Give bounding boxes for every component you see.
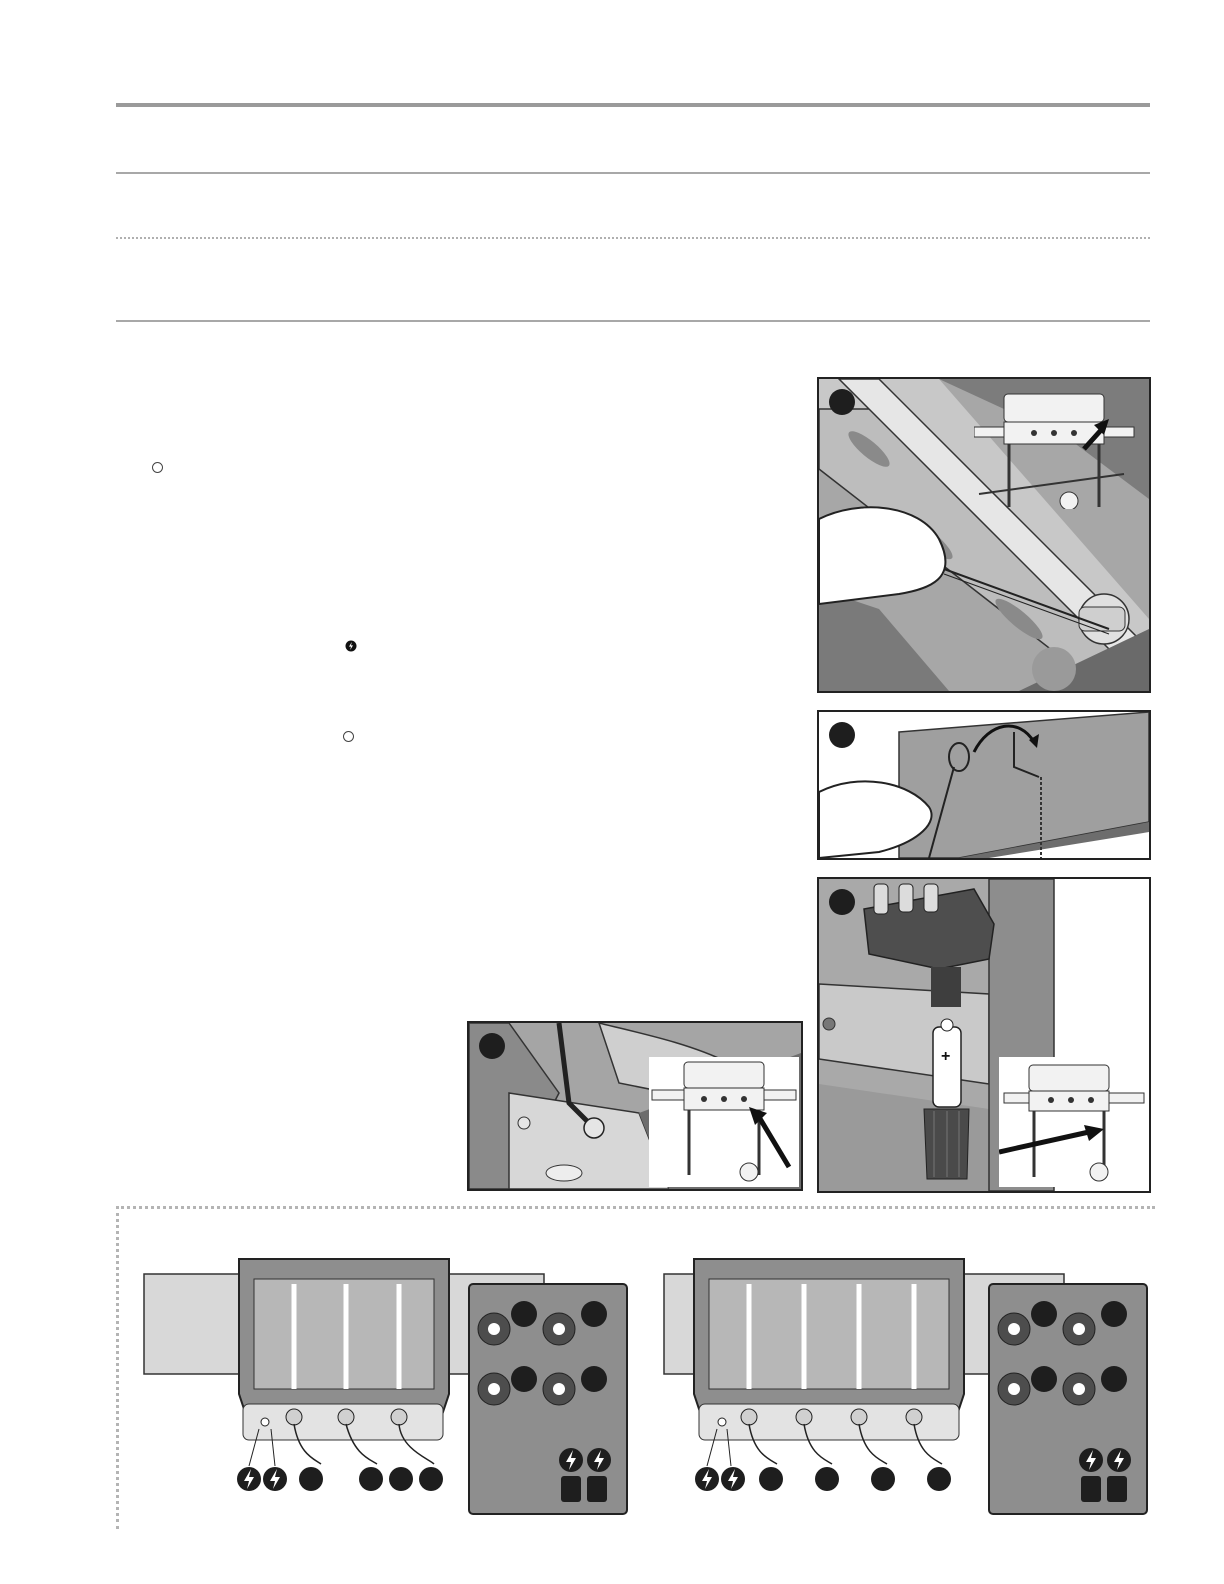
header-rule-top bbox=[116, 103, 1150, 107]
ground-wire-illustration bbox=[467, 1021, 803, 1191]
wiring-diagram-section bbox=[116, 1206, 1155, 1529]
burner-tube-cleaning-illustration bbox=[817, 377, 1151, 693]
step-badge bbox=[479, 1033, 505, 1059]
three-burner-wiring-diagram bbox=[139, 1254, 639, 1524]
four-burner-wiring-diagram bbox=[659, 1254, 1159, 1524]
step-badge bbox=[829, 389, 855, 415]
step-badge bbox=[829, 722, 855, 748]
ignition-bolt-icon bbox=[695, 1467, 719, 1491]
ring-icon bbox=[152, 462, 163, 473]
igniter-battery-illustration bbox=[817, 877, 1151, 1193]
ignition-bolt-icon bbox=[587, 1448, 611, 1472]
step-badge bbox=[829, 889, 855, 915]
header-rule-2 bbox=[116, 172, 1150, 174]
ring-icon bbox=[343, 731, 354, 742]
ignition-bolt-icon bbox=[1107, 1448, 1131, 1472]
ignition-bolt-icon bbox=[345, 640, 357, 654]
ignition-bolt-icon bbox=[237, 1467, 261, 1491]
grill-locator-inset bbox=[649, 1057, 799, 1187]
battery-plus: + bbox=[941, 1048, 951, 1065]
grill-locator-inset bbox=[999, 1057, 1149, 1187]
grill-locator-inset bbox=[974, 389, 1144, 509]
wire-hook-illustration bbox=[817, 710, 1151, 860]
ignition-bolt-icon bbox=[559, 1448, 583, 1472]
header-rule-3 bbox=[116, 320, 1150, 322]
ignition-bolt-icon bbox=[263, 1467, 287, 1491]
ignition-bolt-icon bbox=[1079, 1448, 1103, 1472]
ignition-bolt-icon bbox=[721, 1467, 745, 1491]
header-rule-dotted bbox=[116, 237, 1150, 239]
